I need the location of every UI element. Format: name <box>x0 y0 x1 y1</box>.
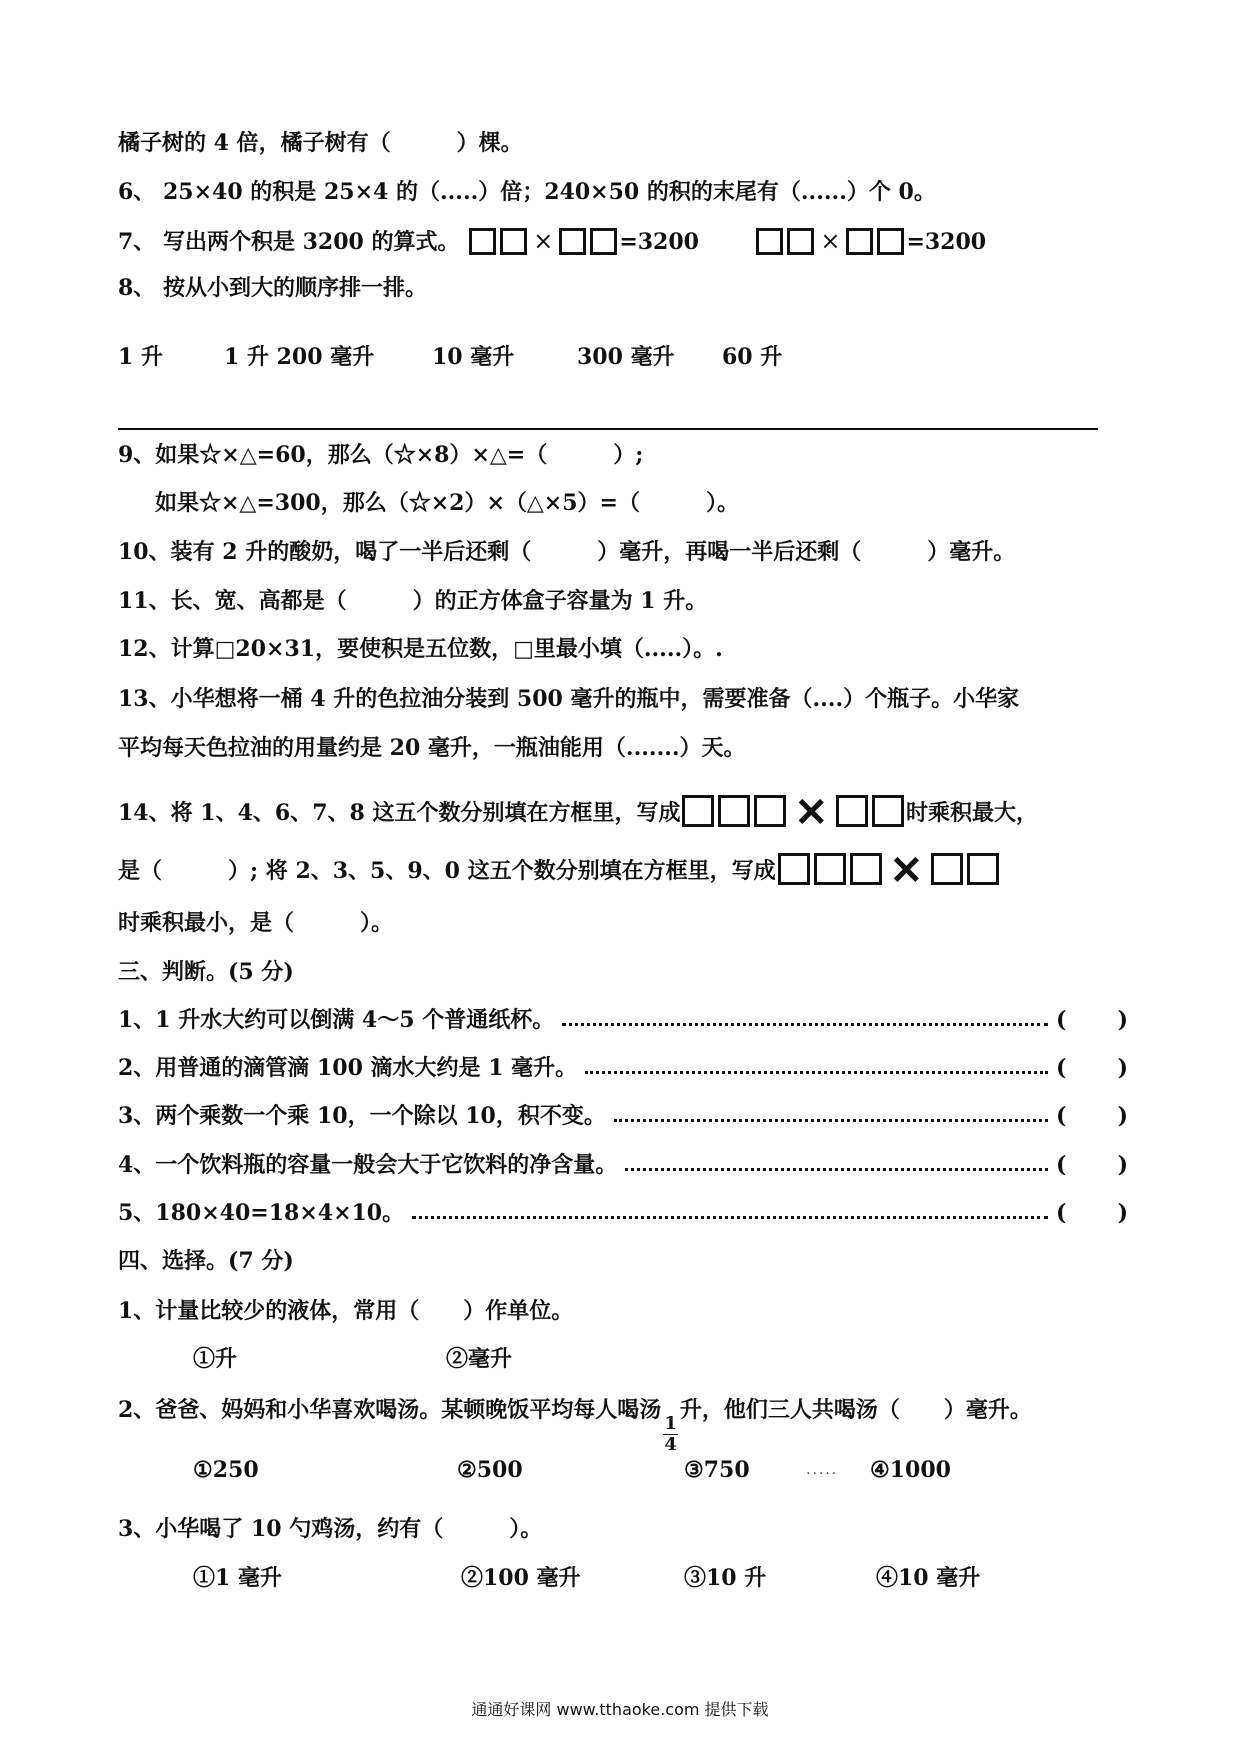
answer-box <box>718 795 750 827</box>
judgment-text: 3、两个乘数一个乘 10，一个除以 10，积不变。 <box>118 1103 606 1129</box>
judgment-item <box>118 1053 1128 1083</box>
answer-parentheses: ( ) <box>1056 1152 1128 1178</box>
question-9b: 如果☆×△=300，那么（☆×2）×（△×5）=（ ）。 <box>155 490 739 516</box>
choice-question-2-tail: 升，他们三人共喝汤（ ）毫升。 <box>679 1397 1032 1423</box>
answer-box <box>500 228 527 255</box>
judgment-item <box>118 1101 1128 1131</box>
question-14b <box>118 847 1001 894</box>
section-judgment-heading: 三、判断。(5 分) <box>118 959 294 985</box>
choice-option: ④1000 <box>870 1457 951 1483</box>
question-12: 12、计算□20×31，要使积是五位数，□里最小填（.....）。. <box>118 636 723 662</box>
answer-box <box>756 228 783 255</box>
question-8-item: 1 升 <box>118 344 163 370</box>
fraction: $\frac{1}{4}$ <box>664 1413 677 1455</box>
answer-parentheses: ( ) <box>1056 1103 1128 1129</box>
answer-parentheses: ( ) <box>1056 1007 1128 1033</box>
answer-box <box>590 228 617 255</box>
question-8-item: 10 毫升 <box>432 344 515 370</box>
judgment-text: 1、1 升水大约可以倒满 4～5 个普通纸杯。 <box>118 1007 555 1033</box>
leader-dots <box>614 1101 1048 1122</box>
answer-box <box>787 228 814 255</box>
question-8-item: 300 毫升 <box>577 344 675 370</box>
choice-option: ①1 毫升 <box>193 1565 282 1591</box>
leader-dots <box>585 1053 1048 1074</box>
choice-option: ①250 <box>193 1457 259 1483</box>
question-14a <box>118 789 1039 836</box>
times-sign: ✕ <box>889 847 924 894</box>
scan-dots: ..... <box>806 1462 839 1478</box>
choice-option: ①升 <box>193 1346 238 1372</box>
question-13b: 平均每天色拉油的用量约是 20 毫升，一瓶油能用（.......）天。 <box>118 735 746 761</box>
judgment-text: 4、一个饮料瓶的容量一般会大于它饮料的净含量。 <box>118 1152 618 1178</box>
leader-dots <box>562 1005 1048 1026</box>
question-14c: 时乘积最小，是（ ）。 <box>118 910 394 936</box>
choice-question-3: 3、小华喝了 10 勺鸡汤，约有（ ）。 <box>118 1516 543 1542</box>
judgment-text: 5、180×40=18×4×10。 <box>118 1200 405 1226</box>
times-sign: ✕ <box>794 789 828 836</box>
answer-box <box>778 853 810 885</box>
choice-question-2-text: 2、爸爸、妈妈和小华喜欢喝汤。某顿晚饭平均每人喝汤 <box>118 1397 662 1423</box>
answer-box <box>559 228 586 255</box>
answer-box <box>872 795 904 827</box>
choice-question-2 <box>118 1395 1032 1455</box>
judgment-item <box>118 1150 1128 1180</box>
judgment-text: 2、用普通的滴管滴 100 滴水大约是 1 毫升。 <box>118 1055 578 1081</box>
choice-option: ②100 毫升 <box>461 1565 581 1591</box>
question-11: 11、长、宽、高都是（ ）的正方体盒子容量为 1 升。 <box>118 588 708 614</box>
answer-box <box>967 853 999 885</box>
question-14b-text: 是（ ）; 将 2、3、5、9、0 这五个数分别填在方框里，写成 <box>118 858 776 884</box>
choice-option: ③10 升 <box>684 1565 767 1591</box>
leader-dots <box>412 1198 1048 1219</box>
answer-parentheses: ( ) <box>1056 1200 1128 1226</box>
question-10: 10、装有 2 升的酸奶，喝了一半后还剩（ ）毫升，再喝一半后还剩（ ）毫升。 <box>118 539 1016 565</box>
times-sign: × <box>533 227 554 255</box>
answer-parentheses: ( ) <box>1056 1055 1128 1081</box>
choice-option: ③750 <box>684 1457 750 1483</box>
question-7-text: 7、 写出两个积是 3200 的算式。 <box>118 229 460 255</box>
question-8: 8、 按从小到大的顺序排一排。 <box>118 275 427 301</box>
choice-question-1: 1、计量比较少的液体，常用（ ）作单位。 <box>118 1298 574 1324</box>
question-8-item: 1 升 200 毫升 <box>224 344 375 370</box>
question-14a-text: 14、将 1、4、6、7、8 这五个数分别填在方框里，写成 <box>118 800 681 826</box>
choice-option: ④10 毫升 <box>876 1565 981 1591</box>
section-choice-heading: 四、选择。(7 分) <box>118 1248 294 1274</box>
judgment-item <box>118 1005 1128 1035</box>
equation-result: =3200 <box>619 229 699 255</box>
answer-box <box>469 228 496 255</box>
question-9a: 9、如果☆×△=60，那么（☆×8）×△=（ ）; <box>118 442 644 468</box>
choice-option: ②500 <box>457 1457 523 1483</box>
answer-box <box>836 795 868 827</box>
answer-line <box>118 428 1098 430</box>
question-5-continued: 橘子树的 4 倍，橘子树有（ ）棵。 <box>118 130 523 156</box>
question-8-item: 60 升 <box>722 344 783 370</box>
answer-box <box>850 853 882 885</box>
answer-box <box>931 853 963 885</box>
equation-result: =3200 <box>906 229 987 255</box>
times-sign: × <box>820 227 841 255</box>
answer-box <box>846 228 873 255</box>
answer-box <box>682 795 714 827</box>
question-14a-tail: 时乘积最大， <box>906 800 1039 826</box>
choice-option: ②毫升 <box>446 1346 513 1372</box>
answer-box <box>814 853 846 885</box>
question-13a: 13、小华想将一桶 4 升的色拉油分装到 500 毫升的瓶中，需要准备（....）个瓶子。小华家 <box>118 686 1020 712</box>
question-6: 6、 25×40 的积是 25×4 的（.....）倍；240×50 的积的末尾有（......）个 0。 <box>118 179 936 205</box>
page-footer: 通通好课网 www.tthaoke.com 提供下载 <box>471 1700 769 1719</box>
judgment-item <box>118 1198 1128 1228</box>
question-7 <box>118 226 986 257</box>
answer-box <box>877 228 904 255</box>
leader-dots <box>625 1150 1048 1171</box>
answer-box <box>754 795 786 827</box>
